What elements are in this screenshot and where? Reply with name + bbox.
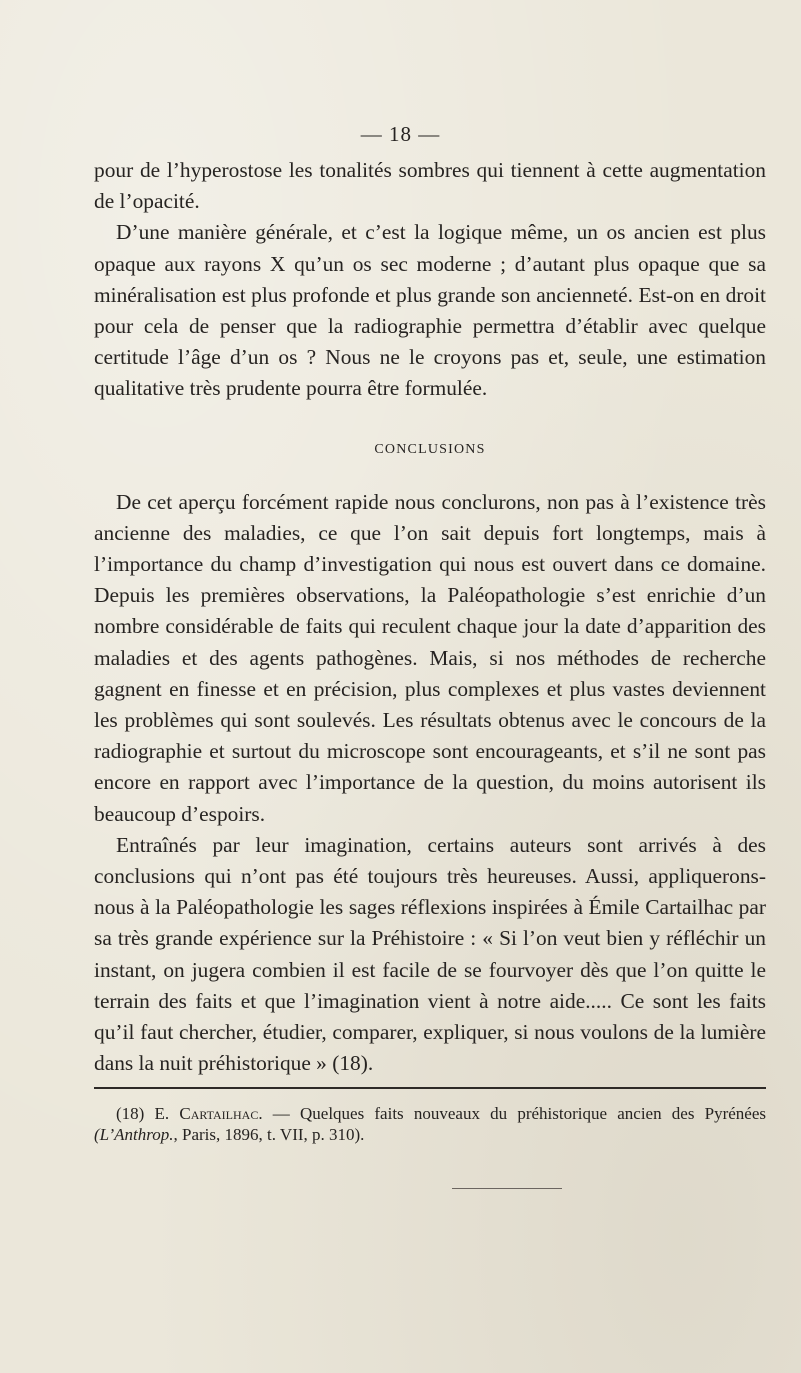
footnote-journal: (L’Anthrop.	[94, 1125, 174, 1144]
paragraph-cartailhac-quote: Entraînés par leur imagination, certains auteurs sont arrivés à des conclusions qui n’ont pas été toujours très heureuses. Aussi, appliquerons-nous à la Paléopathologie les sages réflexions inspirées à Émile Cartailhac par sa très grande expérience sur la Préhistoire : « Si l’on veut bien y réfléchir un instant, on jugera combien il est facile de se fourvoyer dès que l’on quitte le terrain des faits et que l’imagination vient à notre aide..... Ce sont les faits qu’il faut chercher, étudier, comparer, expliquer, si nous voulons de la lumière dans la nuit préhistorique » (18).	[94, 832, 766, 1076]
footnote-author: E. Cartailhac.	[154, 1104, 263, 1123]
footnote-dash: —	[262, 1104, 300, 1123]
paragraph-bone-opacity: D’une manière générale, et c’est la logique même, un os ancien est plus opaque aux rayons X qu’un os sec moderne ; d’autant plus opaque que sa minéralisation est plus profonde et plus grande son ancienneté. Est-on en droit pour cela de penser que la radiographie permettra d’établir avec quelque certitude l’âge d’un os ? Nous ne le croyons pas et, seule, une estimation qualitative très prudente pourra être formulée.	[94, 220, 766, 401]
footnote-details: , Paris, 1896, t. VII, p. 310).	[173, 1125, 365, 1144]
footnote-number: (18)	[116, 1104, 145, 1123]
footnote-separator	[94, 1087, 766, 1089]
paragraph-conclusions: De cet aperçu forcément rapide nous conclurons, non pas à l’existence très ancienne des maladies, ce que l’on sait depuis fort longtemps, mais à l’importance du champ d’investigation qui nous est ouvert dans ce domaine. Depuis les premières observations, la Paléopathologie s’est enrichie d’un nombre considérable de faits qui reculent chaque jour la date d’apparition des maladies et des agents pathogènes. Mais, si nos méthodes de recherche gagnent en finesse et en précision, plus complexes et plus vastes deviennent les problèmes qui sont soulevés. Les résultats obtenus avec le concours de la radiographie et surtout du microscope sont encourageants, et s’il ne sont pas encore en rapport avec l’importance de la question, du moins autorisent ils beaucoup d’espoirs.	[94, 489, 766, 826]
section-heading-conclusions: CONCLUSIONS	[374, 441, 486, 457]
footnote-title: Quelques faits nouveaux du préhistorique ancien des Pyrénées	[300, 1104, 767, 1123]
decorative-rule	[452, 1188, 562, 1189]
body-text	[94, 155, 766, 1079]
paragraph-continuation: pour de l’hyperostose les tonalités sombres qui tiennent à cette augmentation de l’opacité.	[94, 158, 766, 214]
footnote-18	[94, 1103, 766, 1145]
page-number: — 18 —	[360, 122, 441, 146]
